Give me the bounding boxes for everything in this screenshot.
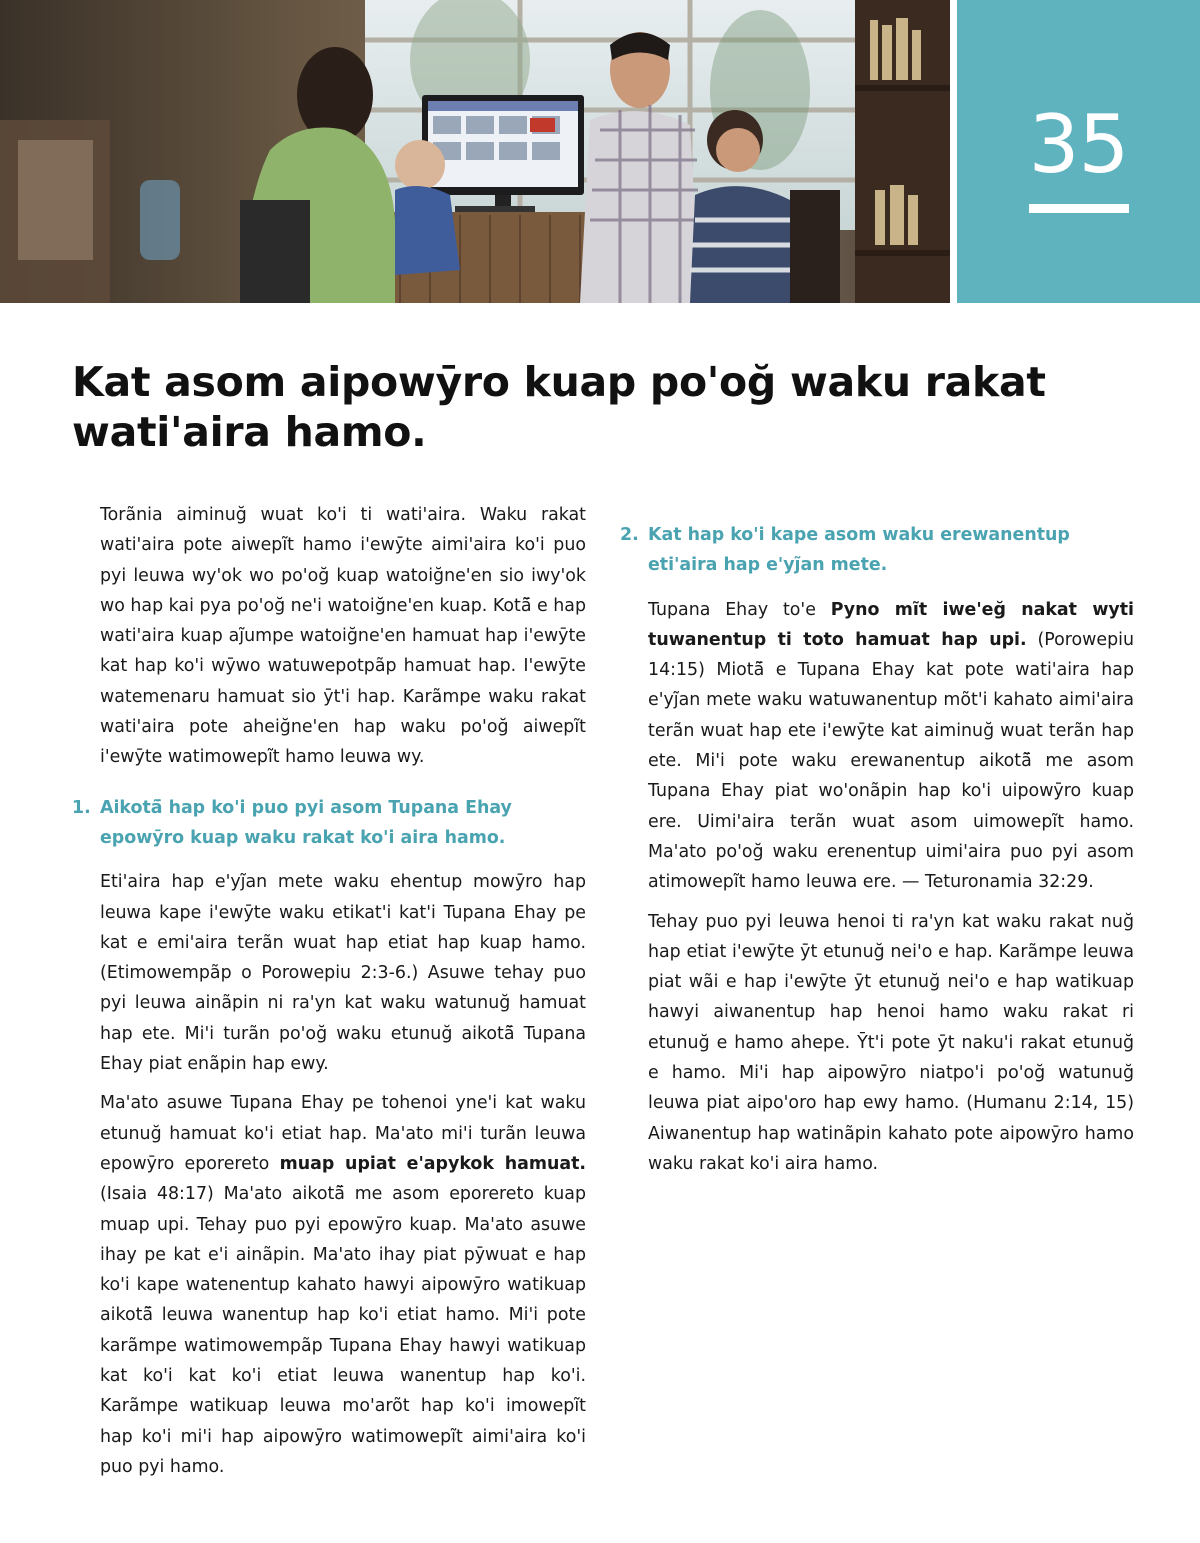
text-run: (Porowepiu 14:15) Miotã̄ e Tupana Ehay kat pote wati'aira hap e'yj̃an mete waku watuwanentup mõt'i kahato aimi'aira terãn wuat hap ete i'ewȳte kat aiminuğ wuat terãn hap ete. Mi'i pote waku erewanentup aikotã̄ me asom Tupana Ehay piat wo'onãpin hap ko'i uipowȳro kuap ere. Uimi'aira terãn wuat asom uimowepĩt hamo. Ma'ato po'oğ waku erenentup uimi'aira puo pyi asom atimowepĩt hamo leuwa ere. — Teturonamia 32:29. xyxy=(648,629,1134,893)
right-column xyxy=(620,500,1134,1188)
text-run: Tupana Ehay to'e xyxy=(648,599,831,620)
badge-underline xyxy=(1029,204,1129,213)
bold-text-run: Pyno mĩt iwe'eğ nakat wyti tuwanentup ti toto hamuat hap upi. xyxy=(648,599,1134,650)
bold-text-run: muap upiat e'apykok hamuat. xyxy=(279,1153,586,1174)
section-heading-text: Kat hap ko'i kape asom waku erewanentup eti'aira hap e'yj̃an mete. xyxy=(648,525,1070,576)
lesson-badge xyxy=(957,0,1200,303)
page-title: Kat asom aipowȳro kuap po'oğ waku rakat wati'aira hamo. xyxy=(72,358,1046,456)
text-run: Ma'ato asuwe Tupana Ehay pe tohenoi yne'i kat waku etunuğ hamuat ko'i etiat hap. Ma'ato mi'i turãn leuwa epowȳro eporereto xyxy=(100,1093,586,1174)
section-heading-1 xyxy=(72,793,586,854)
section-number: 2. xyxy=(620,525,639,545)
section-heading-text: Aikotã̄ hap ko'i puo pyi asom Tupana Ehay epowȳro kuap waku rakat ko'i aira hamo. xyxy=(100,797,512,848)
header-photo xyxy=(0,0,950,303)
section-1-paragraph-2 xyxy=(72,1088,586,1482)
section-heading-2 xyxy=(620,520,1134,581)
section-2-paragraph-1 xyxy=(620,595,1134,898)
family-at-computer-illustration xyxy=(0,0,950,303)
section-number: 1. xyxy=(72,797,91,818)
left-column xyxy=(72,500,586,1491)
section-2-paragraph-2: Tehay puo pyi leuwa henoi ti ra'yn kat waku rakat nuğ hap etiat i'ewȳte ȳt etunuğ nei'o e hap. Karãmpe leuwa piat wãi e hap i'ewȳte ȳt etunuğ nei'o e hap watikuap hawyi aiwanentup hap henoi hamo waku rakat ri etunuğ e hamo ahepe. Ȳt'i pote ȳt naku'i rakat etunuğ e hamo. Mi'i hap aipowȳro niatpo'i po'oğ watunuğ leuwa piat aipo'oro hap ewy hamo. (Humanu 2:14, 15) Aiwanentup hap watinãpin kahato pote aipowȳro hamo waku rakat ko'i aira hamo. xyxy=(648,911,1134,1174)
section-1-paragraph-1: Eti'aira hap e'yj̃an mete waku ehentup mowȳro hap leuwa kape i'ewȳte waku etikat'i kat'i Tupana Ehay pe kat e emi'aira terãn wuat hap etiat hap kuap hamo. (Etimowempãp o Porowepiu 2:3-6.) Asuwe tehay puo pyi leuwa ainãpin ni ra'yn kat waku watunuğ hamuat hap ete. Mi'i turãn po'oğ waku etunuğ aikotã̄ Tupana Ehay piat enãpin hap ewy. xyxy=(100,872,586,1075)
text-run: (Isaia 48:17) Ma'ato aikotã̄ me asom eporereto kuap muap upi. Tehay puo pyi epowȳro kuap. Ma'ato asuwe ihay pe kat e'i ainãpin. Ma'ato ihay piat pȳwuat e hap ko'i kape watenentup kahato hawyi aipowȳro watikuap aikotã̄ leuwa wanentup hap ko'i etiat hamo. Mi'i pote karãmpe watimowempãp Tupana Ehay hawyi watikuap kat ko'i kat ko'i etiat leuwa wanentup hap ko'i. Karãmpe watikuap leuwa mo'arõt hap ko'i imowepĩt hap ko'i mi'i hap aipowȳro watimowepĩt aimi'aira ko'i puo pyi hamo. xyxy=(100,1184,586,1477)
lesson-number: 35 xyxy=(1028,98,1129,191)
intro-paragraph: Torãnia aiminuğ wuat ko'i ti wati'aira. Waku rakat wati'aira pote aiwepĩt hamo i'ewȳte aimi'aira ko'i puo pyi leuwa wy'ok wo po'oğ kuap watoiğne'en sio iwy'ok wo hap kai pya po'oğ ne'i watoiğne'en kuap. Kotã̄ e hap wati'aira kuap aj̃umpe watoiğne'en hamuat hap i'ewȳte kat hap ko'i wȳwo watuwepotpãp hamuat hap. I'ewȳte watemenaru hamuat sio ȳt'i hap. Karãmpe waku rakat wati'aira pote aheiğne'en hap waku po'oğ aiwepĩt i'ewȳte watimowepĩt hamo leuwa wy. xyxy=(100,505,586,768)
